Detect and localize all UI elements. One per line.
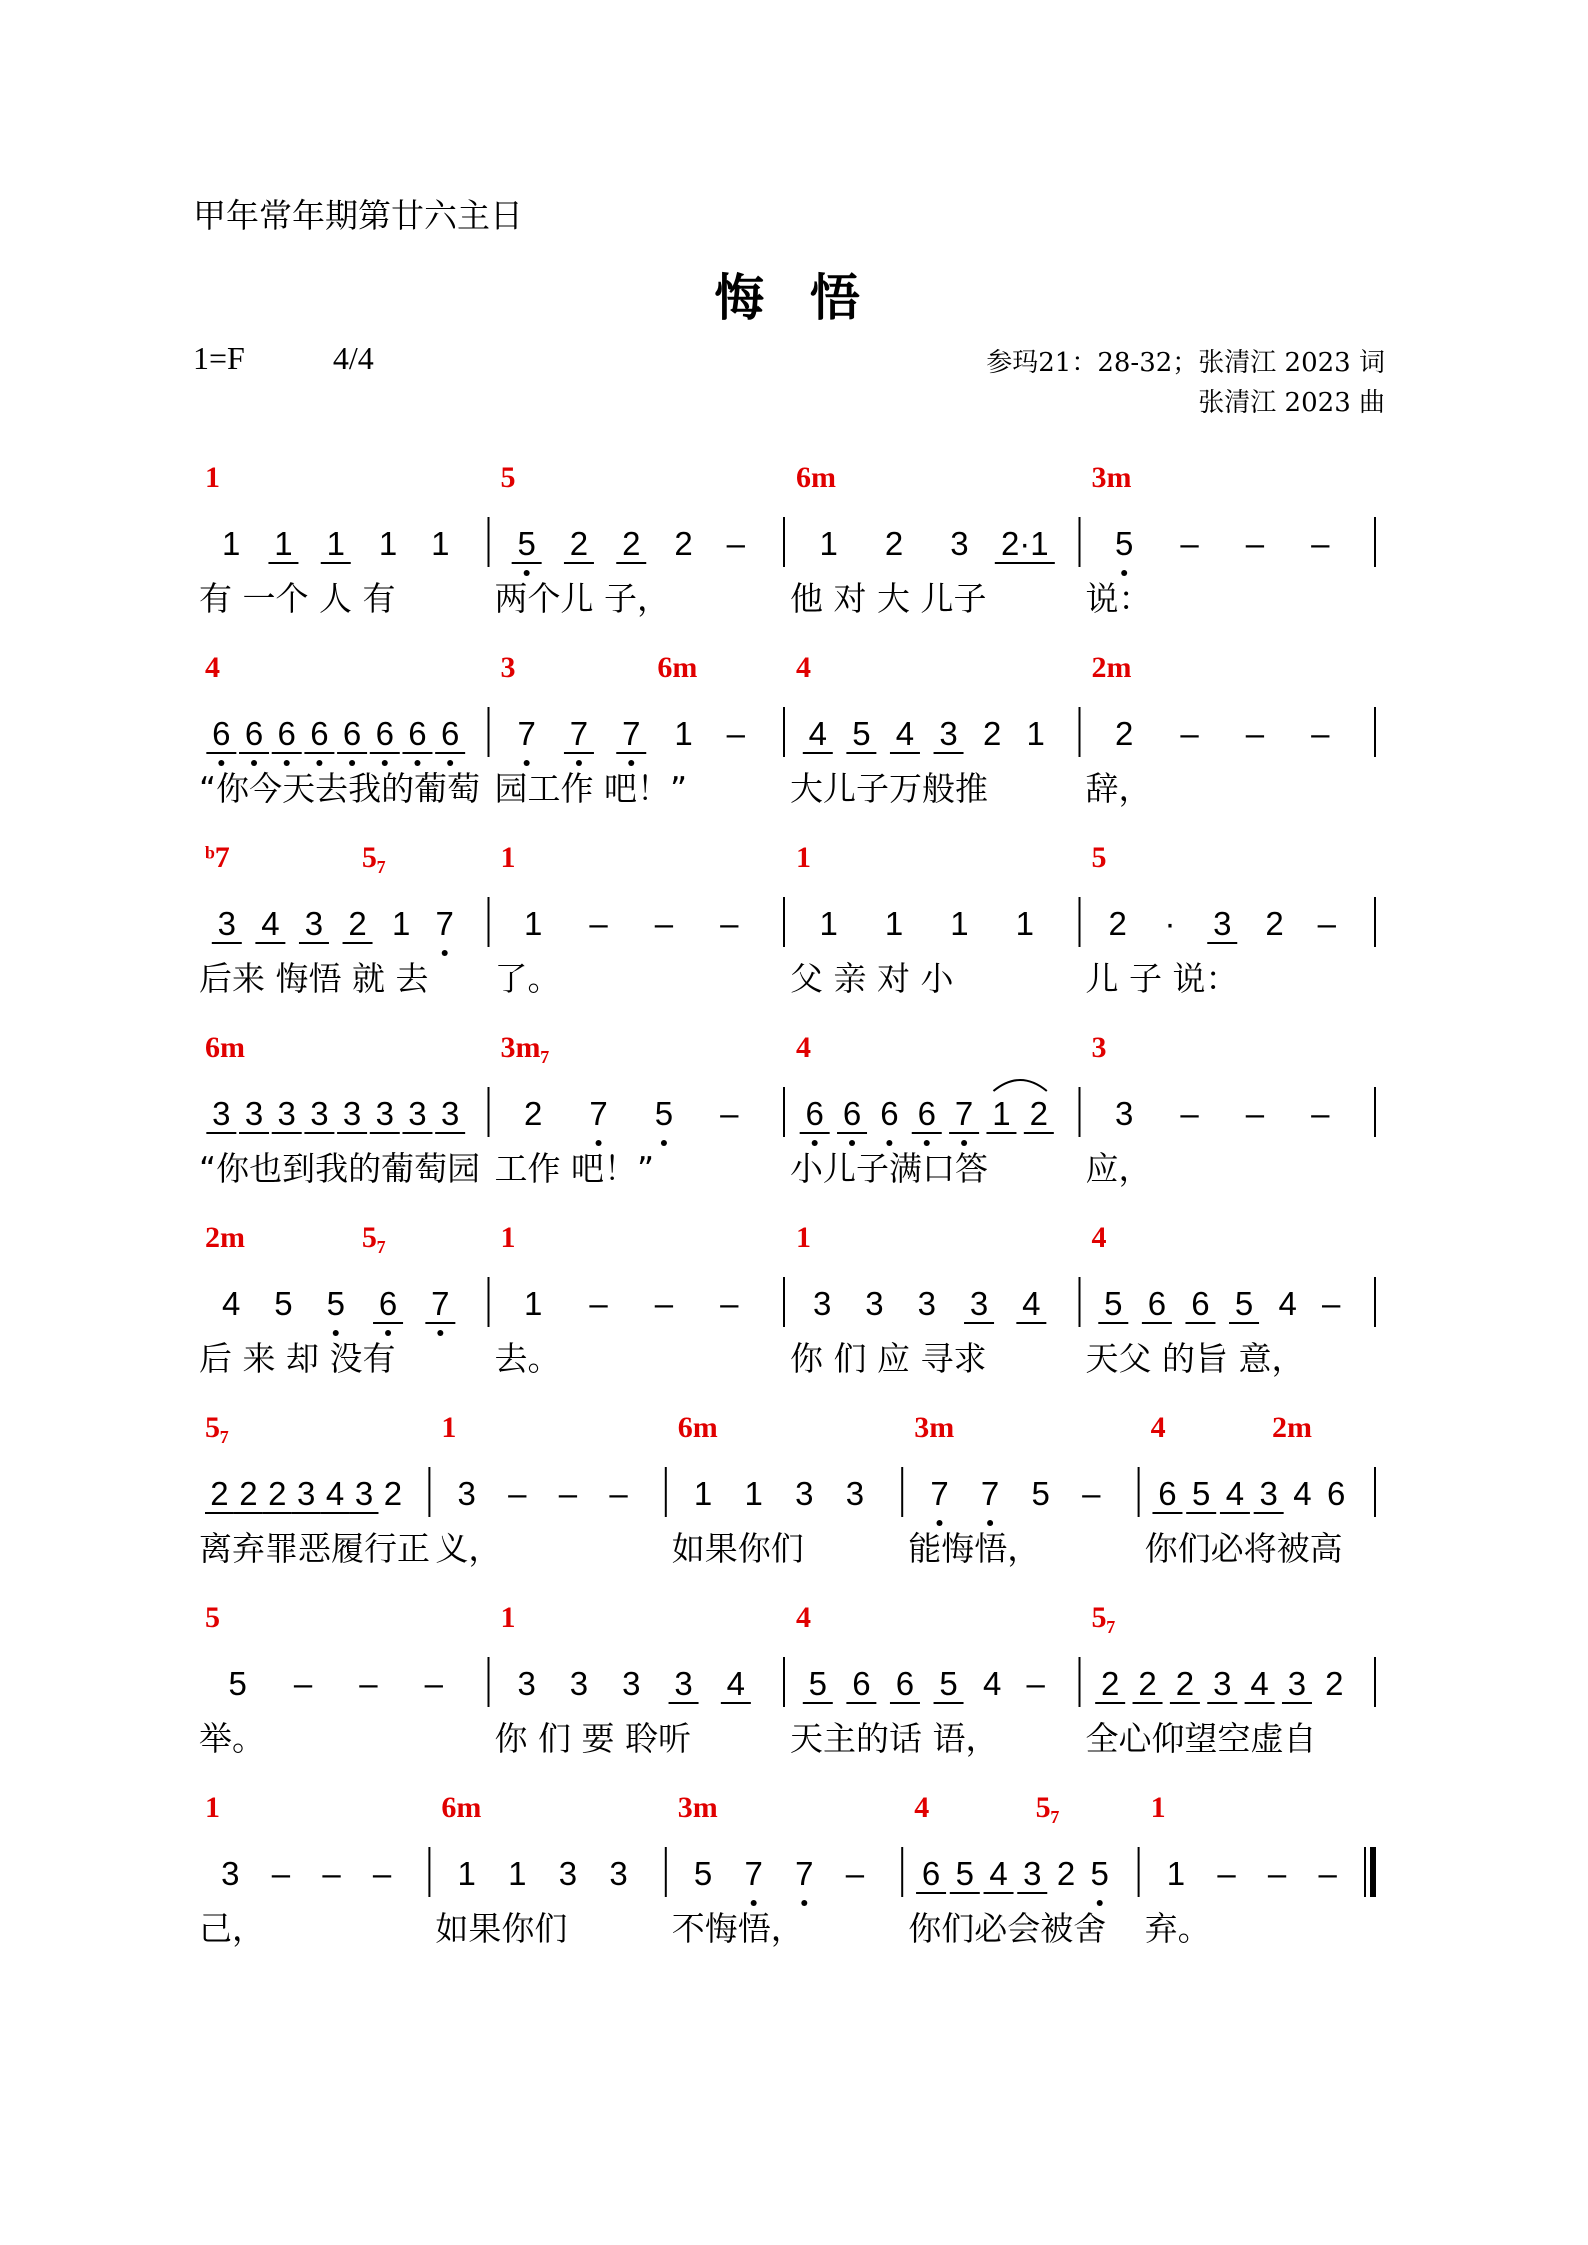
lyric-line: 举。 [199,1719,265,1758]
note: 1 [221,525,241,562]
note: – [372,1855,392,1892]
note: 2 [210,1475,229,1512]
note: 1 [819,905,838,942]
note: 2·1 [1000,525,1049,562]
note: 3 [297,1475,316,1512]
octave-dot-below [349,760,355,766]
lyric-line: 两个儿 子， [494,579,670,618]
note: 4 [1022,1285,1041,1322]
octave-dot-below [937,1520,943,1526]
note: 5 [808,1665,827,1702]
note: 4 [261,905,280,942]
octave-dot-below [1097,1900,1103,1906]
note: – [359,1665,378,1702]
note: 2 [622,525,641,562]
chord-symbol: 4 [796,1031,811,1064]
note: 3 [674,1665,693,1702]
note: 5 [1234,1285,1254,1322]
octave-dot-below [661,1140,667,1146]
note: 7 [954,1095,974,1132]
note: 1 [524,1285,543,1322]
note: – [1180,525,1199,562]
note: 6 [895,1665,915,1702]
note: 3 [917,1285,936,1322]
note: 1 [674,715,693,752]
note: – [1311,525,1330,562]
lyric-line: 如果你们 [435,1909,568,1948]
lyric-line: 了。 [494,959,561,998]
lyric-line: 你们必将被高 [1144,1529,1343,1568]
note: 2 [1175,1665,1195,1702]
note: 1 [524,905,543,942]
note: 2 [1138,1665,1157,1702]
note: 3 [342,1095,362,1132]
note: 1 [992,1095,1011,1132]
chord-symbol: 1 [205,1791,220,1824]
note: 1 [457,1855,476,1892]
note: 3 [1023,1855,1042,1892]
note: 4 [982,1665,1002,1702]
note: 1 [326,525,345,562]
octave-dot-below [385,1330,391,1336]
chord-symbol: 1 [205,461,220,494]
lyric-line: 如果你们 [671,1529,804,1568]
chord-symbol: 5 [500,461,516,494]
note: 4 [325,1475,345,1512]
note: 6 [277,715,296,752]
lyric-line: 父 亲 对 小 [790,959,954,998]
note: 1 [274,525,293,562]
note: 3 [558,1855,578,1892]
chord-symbol: 2m [205,1221,245,1254]
note: – [322,1855,341,1892]
lyric-line: 应， [1085,1149,1152,1188]
lyric-line: 义， [435,1529,502,1568]
note: 4 [808,715,827,752]
chord-symbol: 1 [796,841,811,874]
octave-dot-below [414,760,420,766]
chord-symbol: 1 [441,1411,457,1444]
note: 3 [408,1095,427,1132]
note: 4 [726,1665,746,1702]
note: 4 [989,1855,1008,1892]
octave-dot-below [596,1140,602,1146]
lyric-line: 后 来 却 没有 [199,1339,396,1378]
note: 2 [524,1095,543,1132]
note: 1 [391,905,411,942]
note: 5 [1090,1855,1109,1892]
note: – [589,1285,608,1322]
note: 3 [1259,1475,1278,1512]
octave-dot-below [812,1140,818,1146]
lyric-line: 大儿子万般推 [790,769,988,808]
note: 5 [1031,1475,1050,1512]
note: 5 [274,1285,293,1322]
note: – [1311,1095,1330,1132]
note: 3 [1115,1095,1134,1132]
note: – [1082,1475,1101,1512]
note: 3 [939,715,958,752]
note: 5 [1104,1285,1123,1322]
note: 6 [1158,1475,1177,1512]
note: 7 [622,715,641,752]
note: – [271,1855,291,1892]
note: 6 [378,1285,398,1322]
lyric-line: “你也到我的葡萄园 [199,1149,481,1188]
note: 2 [348,905,367,942]
lyric-line: 后来 悔悟 就 去 [199,959,429,998]
chord-symbol: ᵇ7 [205,841,230,874]
octave-dot-below [333,1330,339,1336]
note: 7 [431,1285,450,1322]
lyric-line: 有 一个 人 有 [199,579,396,618]
octave-dot-below [628,760,634,766]
note: 4 [895,715,915,752]
chord-symbol: 1 [796,1221,811,1254]
note: – [1245,1095,1265,1132]
note: 6 [440,715,460,752]
lyric-line: 己， [199,1909,265,1948]
note: – [845,1855,865,1892]
chord-symbol: 6m [677,1411,718,1444]
note: 3 [217,905,236,942]
note: 3 [304,905,324,942]
chord-symbol: 4 [796,1601,811,1634]
lyric-line: 弃。 [1144,1909,1211,1948]
note: 3 [969,1285,989,1322]
chord-symbol: 5₇ [361,841,386,874]
note: 7 [517,715,536,752]
note: – [654,1285,674,1322]
lyric-line: 说： [1085,579,1152,618]
lyrics-credit: 参玛21：28-32；张清江 2023 词 [986,348,1385,378]
octave-dot-below [316,760,322,766]
note: – [1026,1665,1045,1702]
note: 6 [880,1095,899,1132]
note: 6 [212,715,231,752]
chord-symbol: 3m [914,1411,955,1444]
note: – [1322,1285,1341,1322]
note: 7 [930,1475,949,1512]
note: 2 [268,1475,287,1512]
lyric-line: 去。 [494,1339,561,1378]
slur [993,1080,1046,1091]
octave-dot-below [801,1900,807,1906]
chord-symbol: 2m [1091,651,1132,684]
chord-symbol: 3 [1091,1031,1107,1064]
lyric-line: 他 对 大 儿子 [790,579,987,618]
note: 5 [693,1855,713,1892]
note: 3 [795,1475,814,1512]
note: 6 [375,715,394,752]
note: – [654,905,674,942]
note: – [720,1095,739,1132]
chord-symbol: 5₇ [205,1411,229,1444]
lyric-line: 辞， [1085,769,1152,808]
chord-symbol: 5 [205,1601,220,1634]
note: 1 [819,525,838,562]
chord-symbol: 4 [1091,1221,1107,1254]
note: 3 [950,525,969,562]
note: 6 [1191,1285,1210,1322]
octave-dot-below [576,760,582,766]
note: – [1318,1855,1337,1892]
octave-dot-below [961,1140,967,1146]
lyric-line: “你今天去我的葡萄 [199,769,481,808]
note: 2 [1056,1855,1076,1892]
note: 3 [1213,905,1232,942]
note: 2 [383,1475,403,1512]
lyric-line: 天父 的旨 意， [1085,1339,1305,1378]
octave-dot-below [1121,570,1127,576]
note: 5 [1192,1475,1211,1512]
note: 3 [375,1095,394,1132]
chord-symbol: 3m [1091,461,1132,494]
octave-dot-below [284,760,290,766]
note: 7 [435,905,454,942]
note: 2 [569,525,589,562]
note: 3 [457,1475,476,1512]
octave-dot-below [924,1140,930,1146]
note: 6 [1147,1285,1167,1322]
note: 2 [1325,1665,1344,1702]
chord-symbol: 6m [796,461,836,494]
note: 3 [354,1475,374,1512]
note: 6 [917,1095,936,1132]
note: – [1317,905,1337,942]
note: 5 [654,1095,674,1132]
note: – [589,905,608,942]
chord-symbol: 1 [1150,1791,1166,1824]
chord-symbol: 4 [796,651,811,684]
lyric-line: 不悔悟， [671,1909,804,1948]
octave-dot-below [251,760,257,766]
octave-dot-below [751,1900,757,1906]
note: – [1180,715,1199,752]
note: 3 [622,1665,641,1702]
note: 6 [852,1665,871,1702]
note: 3 [569,1665,589,1702]
chord-symbol: 4 [1150,1411,1166,1444]
chord-symbol: 4 [914,1791,930,1824]
key-signature: 1=F [193,340,245,376]
lyric-line: 园工作 吧！” [494,769,688,808]
chord-symbol: 4 [205,651,220,684]
note: 3 [277,1095,296,1132]
note: 7 [744,1855,763,1892]
lyric-line: 儿 子 说： [1085,959,1239,998]
note: 7 [569,715,589,752]
chord-symbol: 6m [441,1791,482,1824]
note: 4 [1250,1665,1269,1702]
note: 6 [310,715,329,752]
chord-symbol: 3m₇ [500,1031,550,1064]
octave-dot-below [886,1140,892,1146]
note: 3 [212,1095,231,1132]
note: 3 [310,1095,329,1132]
note: – [726,715,746,752]
lyric-line: 能悔悟， [908,1529,1041,1568]
note: 5 [852,715,871,752]
note: – [1245,715,1265,752]
note: 1 [744,1475,763,1512]
note: – [1267,1855,1287,1892]
note: 1 [1015,905,1034,942]
note: – [508,1475,527,1512]
lyric-line: 小儿子满口答 [790,1149,988,1188]
note: 1 [431,525,450,562]
octave-dot-below [442,950,448,956]
note: 1 [884,905,904,942]
chord-symbol: 1 [500,1601,516,1634]
note: 4 [221,1285,241,1322]
song-title: 悔 悟 [714,269,874,327]
octave-dot-below [447,760,453,766]
lyric-line: 全心仰望空虚自 [1085,1719,1317,1758]
note: – [609,1475,628,1512]
chord-symbol: 6m [205,1031,245,1064]
chord-symbol: 5₇ [361,1221,386,1254]
note: 7 [795,1855,814,1892]
lyric-line: 你 们 应 寻求 [790,1339,987,1378]
note: 6 [805,1095,824,1132]
octave-dot-below [382,760,388,766]
note: – [726,525,746,562]
note: 2 [884,525,904,562]
note: 3 [812,1285,832,1322]
note: 3 [845,1475,865,1512]
chord-symbol: 2m [1272,1411,1313,1444]
octave-dot-below [987,1520,993,1526]
note: 2 [239,1475,258,1512]
note: – [558,1475,578,1512]
note: 5 [517,525,536,562]
note: – [1311,715,1330,752]
note: 2 [1115,715,1134,752]
note: 5 [955,1855,974,1892]
note: 3 [609,1855,628,1892]
note: – [424,1665,443,1702]
note: 1 [693,1475,713,1512]
note: – [720,905,739,942]
note: 1 [378,525,398,562]
chord-symbol: 3m [677,1791,718,1824]
chord-symbol: 1 [500,1221,516,1254]
note: 2 [1108,905,1127,942]
note: 6 [408,715,427,752]
note: 1 [950,905,969,942]
note: · [1164,905,1176,942]
lyric-line: 你们必会被舍 [908,1909,1107,1948]
note: 6 [921,1855,941,1892]
note: 4 [1225,1475,1245,1512]
occasion-label: 甲年常年期第廿六主日 [193,196,523,235]
note: 7 [589,1095,608,1132]
octave-dot-below [437,1330,443,1336]
note: 3 [1213,1665,1232,1702]
note: 1 [508,1855,527,1892]
chord-symbol: 5₇ [1091,1601,1116,1634]
note: 3 [244,1095,264,1132]
note: 4 [1293,1475,1312,1512]
time-signature: 4/4 [332,340,374,376]
note: 2 [1029,1095,1049,1132]
note: 3 [440,1095,460,1132]
chord-symbol: 5₇ [1035,1791,1060,1824]
chord-symbol: 6m [657,651,698,684]
note: 5 [939,1665,958,1702]
note: 2 [1265,905,1284,942]
lyric-line: 离弃罪恶履行正 [199,1529,430,1568]
music-credit: 张清江 2023 曲 [1198,388,1385,418]
octave-dot-below [849,1140,855,1146]
note: 6 [842,1095,862,1132]
note: – [293,1665,313,1702]
note: 6 [244,715,264,752]
note: 5 [1115,525,1134,562]
lyric-line: 天主的话 语， [790,1719,999,1758]
note: 1 [1166,1855,1186,1892]
note: 5 [228,1665,247,1702]
chord-symbol: 3 [500,651,516,684]
note: – [720,1285,739,1322]
note: 3 [517,1665,536,1702]
note: – [1245,525,1265,562]
note: 1 [1026,715,1045,752]
lyric-line: 你 们 要 聆听 [494,1719,691,1758]
note: – [1180,1095,1199,1132]
note: 3 [865,1285,884,1322]
note: 3 [221,1855,240,1892]
lyric-line: 工作 吧！” [494,1149,655,1188]
note: 6 [342,715,362,752]
note: 7 [980,1475,1000,1512]
chord-symbol: 5 [1091,841,1107,874]
note: – [1217,1855,1236,1892]
note: 6 [1326,1475,1346,1512]
note: 2 [674,525,693,562]
note: 5 [326,1285,345,1322]
octave-dot-below [524,570,530,576]
note: 3 [1287,1665,1307,1702]
octave-dot-below [524,760,530,766]
octave-dot-below [218,760,224,766]
chord-symbol: 1 [500,841,516,874]
note: 2 [1100,1665,1120,1702]
note: 4 [1278,1285,1297,1322]
note: 2 [982,715,1002,752]
